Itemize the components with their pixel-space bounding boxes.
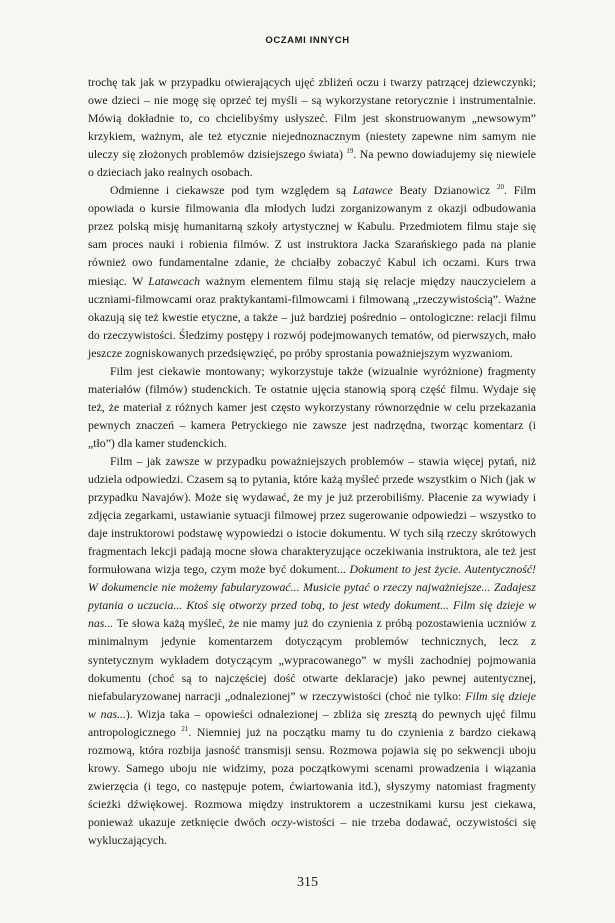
paragraph: Film jest ciekawie montowany; wykorzystuje także (wizualnie wyróżnione) fragmenty materiałów (filmów) studenckich. Te ostatnie ujęcia stanowią sporą część filmu. Wydaje się też, że materiał z różnych kamer jest często wykorzystany równorzędnie w celu przekazania pewnych znaczeń – kamera Petryckiego nie zawsze jest nadrzędna, tworząc komentarz (i „tło”) dla kamer studenckich.: [88, 363, 536, 450]
paragraph: trochę tak jak w przypadku otwierających ujęć zbliżeń oczu i twarzy patrzącej dziewczynki; owe dzieci – nie mogę się oprzeć tej myśli – są wykorzystane retorycznie i instrumentalnie. Mówią dokładnie to, co chcielibyśmy usłyszeć. Film jest skonstruowanym „newsowym” krzykiem, ważnym, ale też etycznie niejednoznacznym (niestety zapewne nim samym nie uleczy się złożonych problemów dzisiejszego świata) $^{19}$. Na pewno dowiadujemy się niewiele o dzieciach jako realnych osobach.: [88, 75, 536, 180]
body-text: [88, 73, 536, 849]
footnote-ref: 20: [496, 183, 504, 192]
paragraph: Film – jak zawsze w przypadku poważniejszych problemów – stawia więcej pytań, niż udziela odpowiedzi. Czasem są to pytania, które każą myśleć przede wszystkim o Nich (jak w przypadku Navajów). Może się wydawać, że my je już przerobiliśmy. Płacenie za wywiady i zdjęcia zegarkami, ustawianie sytuacji filmowej przez sugerowanie odpowiedzi – wszystko to daje instruktorowi podstawę wypowiedzi o istocie dokumentu. W tych siłą rzeczy skrótowych fragmentach lekcji padają mocne słowa charakteryzujące oczekiwania instruktora, ale też jest formułowana wizja tego, czym może być dokument... Dokument to jest życie. Autentyczność! W dokumencie nie możemy fabularyzować... Musicie pytać o rzeczy najważniejsze... Zadajesz pytania o uczucia... Ktoś się otworzy przed tobą, to jest wtedy dokument... Film się dzieje w nas... Te słowa każą myśleć, że nie mamy już do czynienia z próbą pozostawienia uczniów z minimalnym jedynie komentarzem dotyczącym problemów technicznych, lecz z syntetycznym wykładem dotyczącym „wypracowanego” w myśli zachodniej pojmowania dokumentu (choć są to najczęściej dość otwarte deklaracje) jako pewnej autentycznej, niefabularyzowanej narracji „odnalezionej” w rzeczywistości (choć nie tylko: Film się dzieje w nas...). Wizja taka – opowieści odnalezionej – zbliża się zresztą do pewnych ujęć filmu antropologicznego $^{21}$. Niemniej już na początku mamy tu do czynienia z bardzo ciekawą rozmową, która rozbija jasność transmisji sensu. Rozmowa pojawia się po sekwencji uboju krowy. Samego uboju nie widzimy, poza początkowymi scenami prowadzenia i wiązania zwierzęcia (i tego, co następuje potem, ćwiartowania itd.), słyszymy natomiast fragmenty ścieżki dźwiękowej. Rozmowa między instruktorem a uczestnikami kursu jest ciekawa, ponieważ ukazuje zetknięcie dwóch oczy-wistości – nie trzeba dodawać, oczywistości się wykluczających.: [88, 453, 536, 847]
footnote-ref: 19: [346, 147, 354, 156]
running-header: OCZAMI INNYCH: [265, 35, 350, 46]
footnote-ref: 21: [181, 724, 189, 733]
page-number: 315: [297, 875, 318, 890]
paragraph: Odmienne i ciekawsze pod tym względem są Latawce Beaty Dzianowicz $^{20}$. Film opowiada o kursie filmowania dla młodych ludzi zorganizowanym z okazji odbudowania przez polską misję humanitarną szkoły artystycznej w Kabulu. Przedmiotem filmu staje się sam proces nauki i robienia filmów. Z ust instruktora Jacka Szarańskiego pada na planie również owo fundamentalne zdanie, że chciałby zobaczyć Kabul ich oczami. Kurs trwa miesiąc. W Latawcach ważnym elementem filmu stają się relacje między nauczycielem a uczniami-filmowcami oraz praktykantami-filmowcami i filmowaną „rzeczywistością”. Ważne okazują się też kwestie etyczne, a także – już bardziej pośrednio – ontologiczne: relacji filmu do rzeczywistości. Śledzimy postępy i rozwój podejmowanych tematów, od pierwszych, mało jeszcze zogniskowanych przedsięwzięć, po próby sprostania poważniejszym wyzwaniom.: [88, 183, 536, 360]
